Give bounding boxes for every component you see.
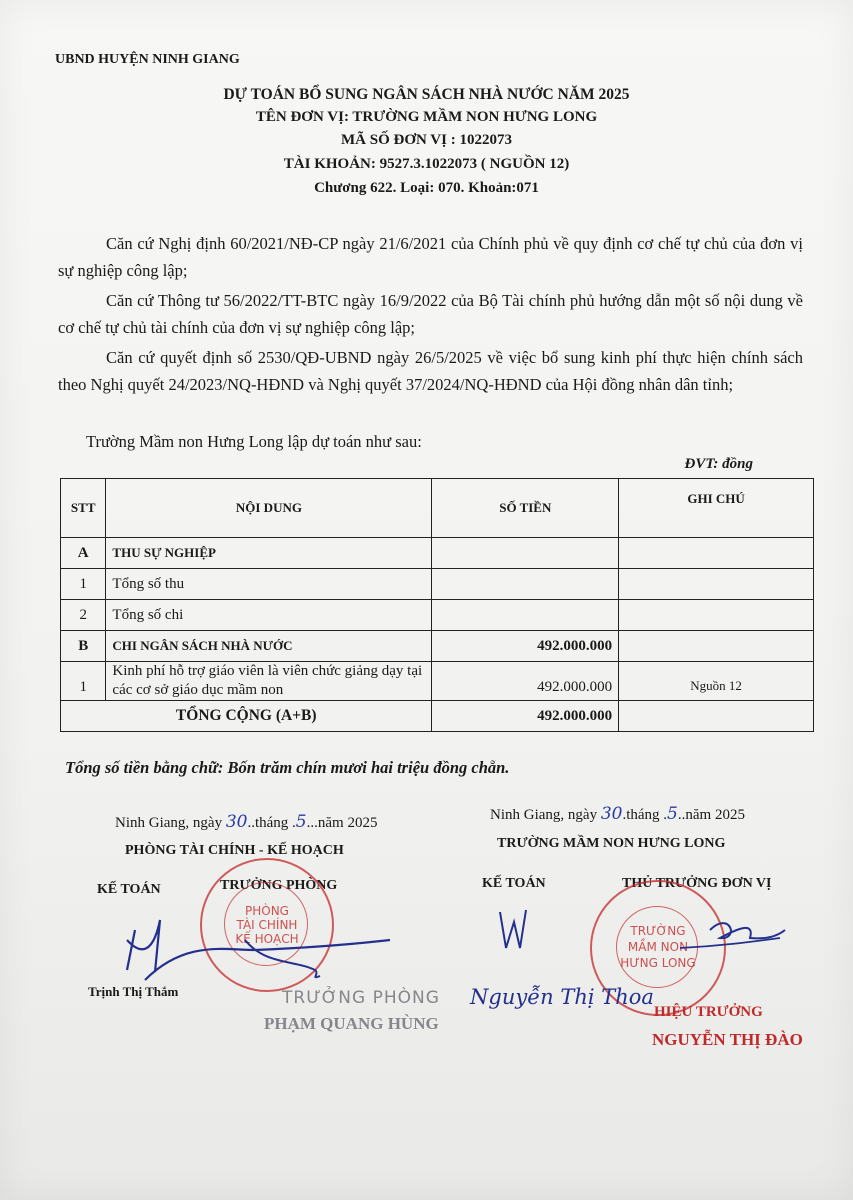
left-role-head: TRƯỞNG PHÒNG xyxy=(220,878,338,893)
right-accountant-name: Nguyễn Thị Thoa xyxy=(470,985,654,1009)
cell-stt: 2 xyxy=(61,600,106,631)
cell-amount xyxy=(432,569,619,600)
left-date-line xyxy=(115,812,377,832)
cell-content: Kinh phí hỗ trợ giáo viên là viên chức giảng dạy tại các cơ sở giáo dục mầm non xyxy=(106,662,432,701)
total-label: TỔNG CỘNG (A+B) xyxy=(61,701,432,732)
header-content: NỘI DUNG xyxy=(106,479,432,538)
cell-content: Tổng số chi xyxy=(106,600,432,631)
basis-paragraph-3: Căn cứ quyết định số 2530/QĐ-UBND ngày 26/5/2025 về việc bổ sung kinh phí thực hiện chính sách theo Nghị quyết 24/2023/NQ-HĐND và Nghị quyết 37/2024/NQ-HĐND của Hội đồng nhân dân tỉnh; xyxy=(58,348,803,394)
left-accountant-name: Trịnh Thị Thắm xyxy=(88,984,179,999)
right-date-month: 5 xyxy=(667,804,678,824)
right-role-head: THỦ TRƯỞNG ĐƠN VỊ xyxy=(622,876,772,891)
cell-stt: 1 xyxy=(61,569,106,600)
currency-unit: ĐVT: đồng xyxy=(684,456,753,472)
cell-content: Tổng số thu xyxy=(106,569,432,600)
school-stamp-line-3: HƯNG LONG xyxy=(620,956,696,970)
left-month-label: ..tháng . xyxy=(247,815,296,831)
cell-stt: 1 xyxy=(61,662,106,701)
finance-stamp-line-3: KẾ HOẠCH xyxy=(235,932,299,946)
right-year-label: ..năm 2025 xyxy=(677,807,745,823)
total-note xyxy=(619,701,814,732)
amount-in-words: Tổng số tiền bằng chữ: Bốn trăm chín mươi hai triệu đồng chẵn. xyxy=(65,758,510,777)
left-year-label: ...năm 2025 xyxy=(306,815,378,831)
left-date-prefix: Ninh Giang, ngày xyxy=(115,815,223,831)
cell-note xyxy=(619,600,814,631)
finance-office-name: PHÒNG TÀI CHÍNH - KẾ HOẠCH xyxy=(125,843,344,858)
table-header-row xyxy=(61,479,814,538)
finance-head-name: PHẠM QUANG HÙNG xyxy=(264,1014,439,1033)
cell-amount xyxy=(432,600,619,631)
right-date-line xyxy=(490,804,745,824)
right-date-day: 30 xyxy=(600,804,623,824)
header-note: GHI CHÚ xyxy=(619,479,814,538)
left-role-accountant: KẾ TOÁN xyxy=(97,882,161,897)
cell-content: THU SỰ NGHIỆP xyxy=(106,538,432,569)
total-amount: 492.000.000 xyxy=(432,701,619,732)
table-row xyxy=(61,631,814,662)
cell-note xyxy=(619,569,814,600)
school-stamp-line-1: TRƯỜNG xyxy=(630,924,686,938)
basis-paragraph-2: Căn cứ Thông tư 56/2022/TT-BTC ngày 16/9/2022 của Bộ Tài chính phủ hướng dẫn một số nội dung về cơ chế tự chủ tài chính của đơn vị sự nghiệp công lập; xyxy=(58,291,803,337)
table-row xyxy=(61,662,814,701)
finance-stamp-line-1: PHÒNG xyxy=(245,904,289,918)
cell-note: Nguồn 12 xyxy=(619,662,814,701)
cell-note xyxy=(619,538,814,569)
left-date-day: 30 xyxy=(225,812,248,832)
document-title: DỰ TOÁN BỔ SUNG NGÂN SÁCH NHÀ NƯỚC NĂM 2025 xyxy=(223,86,630,103)
principal-name: NGUYỄN THỊ ĐÀO xyxy=(652,1030,803,1049)
cell-amount: 492.000.000 xyxy=(432,631,619,662)
budget-table xyxy=(60,478,814,732)
cell-note xyxy=(619,631,814,662)
principal-title: HIỆU TRƯỞNG xyxy=(654,1004,763,1020)
cell-amount xyxy=(432,538,619,569)
basis-paragraph-1: Căn cứ Nghị định 60/2021/NĐ-CP ngày 21/6/2021 của Chính phủ về quy định cơ chế tự chủ của đơn vị sự nghiệp công lập; xyxy=(58,234,803,280)
finance-stamp-line-2: TÀI CHÍNH xyxy=(236,918,298,932)
right-month-label: .tháng . xyxy=(622,807,668,823)
right-role-accountant: KẾ TOÁN xyxy=(482,876,546,891)
school-name: TRƯỜNG MẦM NON HƯNG LONG xyxy=(497,836,726,851)
cell-content: CHI NGÂN SÁCH NHÀ NƯỚC xyxy=(106,631,432,662)
account-number: TÀI KHOẢN: 9527.3.1022073 ( NGUỒN 12) xyxy=(283,156,570,172)
header-amount: SỐ TIỀN xyxy=(432,479,619,538)
school-stamp-line-2: MẦM NON xyxy=(627,940,689,954)
finance-head-title-stamp: TRƯỞNG PHÒNG xyxy=(282,988,440,1008)
budget-chapter: Chương 622. Loại: 070. Khoản:071 xyxy=(314,180,539,196)
header-stt: STT xyxy=(61,479,106,538)
table-row xyxy=(61,569,814,600)
left-date-month: 5 xyxy=(295,812,307,832)
table-total-row xyxy=(61,701,814,732)
cell-amount: 492.000.000 xyxy=(432,662,619,701)
cell-stt: B xyxy=(61,631,106,662)
issuing-organization: UBND HUYỆN NINH GIANG xyxy=(55,52,240,67)
table-row xyxy=(61,538,814,569)
unit-name: TÊN ĐƠN VỊ: TRƯỜNG MẦM NON HƯNG LONG xyxy=(255,109,598,125)
right-date-prefix: Ninh Giang, ngày xyxy=(490,807,598,823)
table-row xyxy=(61,600,814,631)
intro-paragraph: Trường Mầm non Hưng Long lập dự toán như sau: xyxy=(86,432,422,451)
cell-stt: A xyxy=(61,538,106,569)
unit-code: MÃ SỐ ĐƠN VỊ : 1022073 xyxy=(341,132,512,148)
left-signatures-ink xyxy=(105,910,395,990)
